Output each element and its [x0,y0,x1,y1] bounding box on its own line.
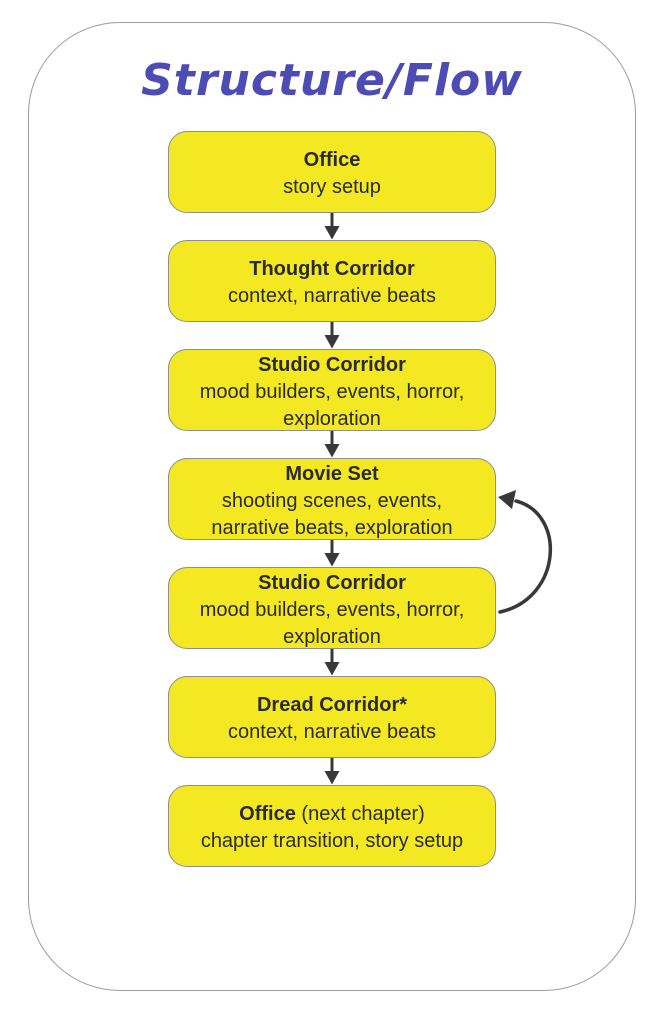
flow-node-office-1 [168,131,496,213]
down-arrow-icon [322,758,342,785]
node-subtitle: mood builders, events, horror, exploration [199,598,465,648]
down-arrowhead [325,771,340,785]
down-arrow-icon [322,213,342,240]
down-arrowhead [325,553,340,567]
node-title-main: Dread Corridor* [256,694,408,716]
down-arrowhead [325,226,340,240]
down-arrow-icon [322,431,342,458]
node-title-main: Studio Corridor [258,571,406,594]
flow-node-studio-corridor-5 [168,567,496,649]
node-title-main: Studio Corridor [258,353,406,376]
node-title [257,692,407,719]
node-subtitle: chapter transition, story setup [200,830,464,852]
flow-panel [28,22,636,991]
node-title [249,256,415,283]
page-title: Structure/Flow [141,55,523,106]
node-title [304,147,361,174]
loop-arrowhead [498,490,516,509]
loop-arrow-icon [494,488,578,620]
node-subtitle: shooting scenes, events, narrative beats, exploration [211,489,453,539]
flow-node-studio-corridor-3 [168,349,496,431]
flow-node-dread-corridor-6 [168,676,496,758]
down-arrowhead [325,444,340,458]
node-subtitle: mood builders, events, horror, exploration [199,380,465,430]
down-arrow-icon [322,322,342,349]
down-arrow-stem [331,758,334,773]
node-subtitle: story setup [283,176,381,198]
down-arrow-stem [331,431,334,446]
node-title-main: Office [303,149,361,171]
node-title-main: Movie Set [285,462,379,485]
node-title [258,352,406,379]
down-arrow-icon [322,540,342,567]
node-subtitle: context, narrative beats [228,285,436,307]
down-arrow-icon [322,649,342,676]
down-arrow-stem [331,540,334,555]
node-title [285,461,378,488]
flow-node-thought-corridor-2 [168,240,496,322]
down-arrow-stem [331,322,334,337]
node-title-main: Thought Corridor [249,258,415,280]
node-title [239,801,425,828]
flow-node-office-7 [168,785,496,867]
node-title [258,570,406,597]
loop-arrow-curve [500,501,550,612]
down-arrow-stem [331,649,334,664]
node-subtitle: context, narrative beats [228,721,436,743]
flow-node-movie-set-4 [168,458,496,540]
node-title-main: Office [239,803,296,825]
node-title-suffix: (next chapter) [295,803,425,825]
down-arrowhead [325,662,340,676]
down-arrowhead [325,335,340,349]
down-arrow-stem [331,213,334,228]
